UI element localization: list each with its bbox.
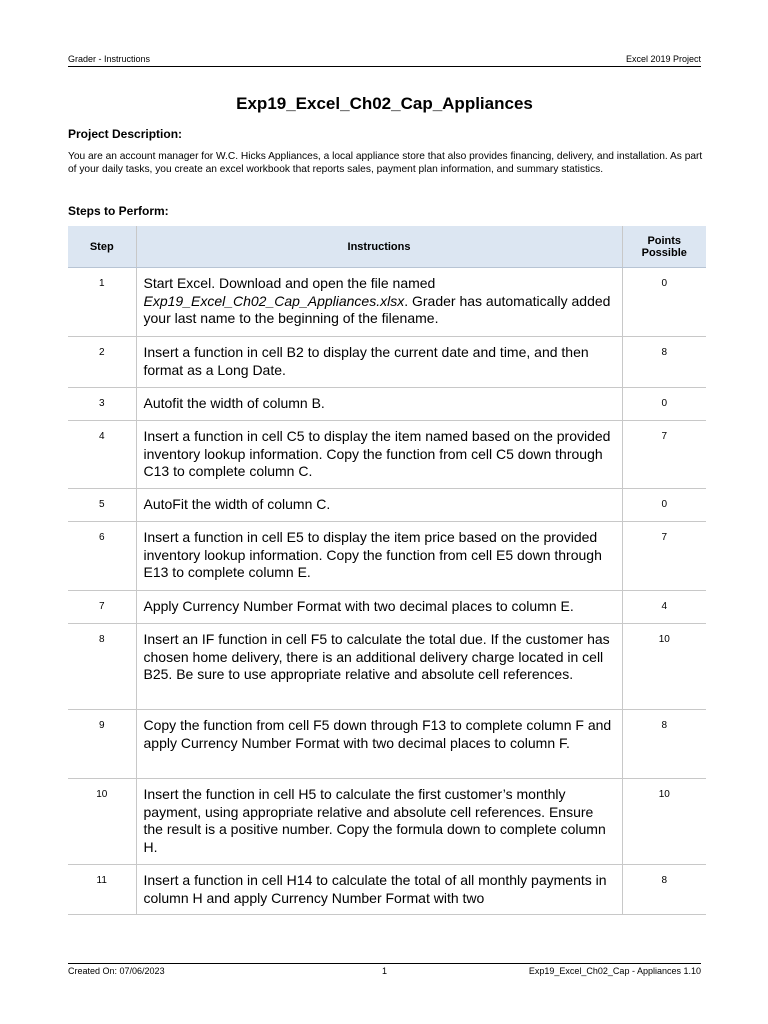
step-number: 10	[68, 779, 136, 865]
step-instruction: Insert a function in cell C5 to display the item named based on the provided inventory lookup information. Copy the function from cell C5 down through C13 to complete column C.	[136, 421, 622, 489]
footer-document-id: Exp19_Excel_Ch02_Cap - Appliances 1.10	[528, 966, 701, 976]
page-footer	[68, 963, 701, 978]
project-description-text: You are an account manager for W.C. Hicks Appliances, a local appliance store that also provides financing, delivery, and installation. As part of your daily tasks, you create an excel workbook that reports sales, payment plan information, and summary statistics.	[68, 151, 703, 176]
step-points: 8	[622, 337, 706, 388]
step-points: 8	[622, 865, 706, 915]
project-description-heading: Project Description:	[68, 127, 183, 141]
step-points: 10	[622, 779, 706, 865]
step-points: 10	[622, 624, 706, 710]
step-points: 0	[622, 268, 706, 337]
step-points: 7	[622, 522, 706, 591]
steps-heading: Steps to Perform:	[68, 204, 169, 218]
step-number: 4	[68, 421, 136, 489]
step-instruction: Insert a function in cell H14 to calculate the total of all monthly payments in column H and apply Currency Number Format with two	[136, 865, 622, 915]
step-instruction: Apply Currency Number Format with two decimal places to column E.	[136, 591, 622, 624]
table-row	[68, 624, 706, 710]
table-row	[68, 337, 706, 388]
step-instruction: Insert a function in cell B2 to display the current date and time, and then format as a Long Date.	[136, 337, 622, 388]
table-row	[68, 522, 706, 591]
step-instruction: Insert a function in cell E5 to display the item price based on the provided inventory lookup information. Copy the function from cell E5 down through E13 to complete column E.	[136, 522, 622, 591]
instruction-text: . Grader has automatically added your last name to the beginning of the filename.	[143, 292, 611, 326]
footer-created-date: Created On: 07/06/2023	[68, 966, 165, 976]
step-number: 11	[68, 865, 136, 915]
step-instruction: Autofit the width of column B.	[136, 388, 622, 421]
column-header-step: Step	[68, 226, 136, 268]
step-number: 3	[68, 388, 136, 421]
table-row	[68, 268, 706, 337]
step-instruction	[136, 268, 622, 337]
step-points: 0	[622, 388, 706, 421]
table-row	[68, 779, 706, 865]
step-number: 1	[68, 268, 136, 337]
step-instruction: AutoFit the width of column C.	[136, 489, 622, 522]
instruction-filename: Exp19_Excel_Ch02_Cap_Appliances.xlsx	[143, 292, 405, 309]
column-header-points: Points Possible	[622, 226, 706, 268]
document-title: Exp19_Excel_Ch02_Cap_Appliances	[236, 94, 533, 113]
header-left-text: Grader - Instructions	[68, 54, 151, 64]
step-instruction: Insert the function in cell H5 to calculate the first customer’s monthly payment, using appropriate relative and absolute cell references. Ensure the result is a positive number. Copy the formula down to complete column H.	[136, 779, 622, 865]
step-instruction: Copy the function from cell F5 down through F13 to complete column F and apply Currency Number Format with two decimal places to column F.	[136, 710, 622, 779]
table-row	[68, 710, 706, 779]
header-right-text: Excel 2019 Project	[625, 54, 701, 64]
step-number: 7	[68, 591, 136, 624]
steps-table	[68, 226, 706, 915]
table-header-row	[68, 226, 706, 268]
column-header-instructions: Instructions	[136, 226, 622, 268]
footer-page-number: 1	[381, 966, 387, 976]
page-header	[68, 53, 701, 67]
table-row	[68, 865, 706, 915]
instruction-text: Start Excel. Download and open the file named	[143, 275, 436, 291]
step-number: 2	[68, 337, 136, 388]
step-number: 9	[68, 710, 136, 779]
step-points: 7	[622, 421, 706, 489]
table-row	[68, 591, 706, 624]
step-number: 6	[68, 522, 136, 591]
step-points: 0	[622, 489, 706, 522]
step-instruction: Insert an IF function in cell F5 to calculate the total due. If the customer has chosen home delivery, there is an additional delivery charge located in cell B25. Be sure to use appropriate relative and absolute cell references.	[136, 624, 622, 710]
step-number: 5	[68, 489, 136, 522]
table-row	[68, 489, 706, 522]
step-points: 8	[622, 710, 706, 779]
table-row	[68, 388, 706, 421]
table-row	[68, 421, 706, 489]
step-points: 4	[622, 591, 706, 624]
step-number: 8	[68, 624, 136, 710]
